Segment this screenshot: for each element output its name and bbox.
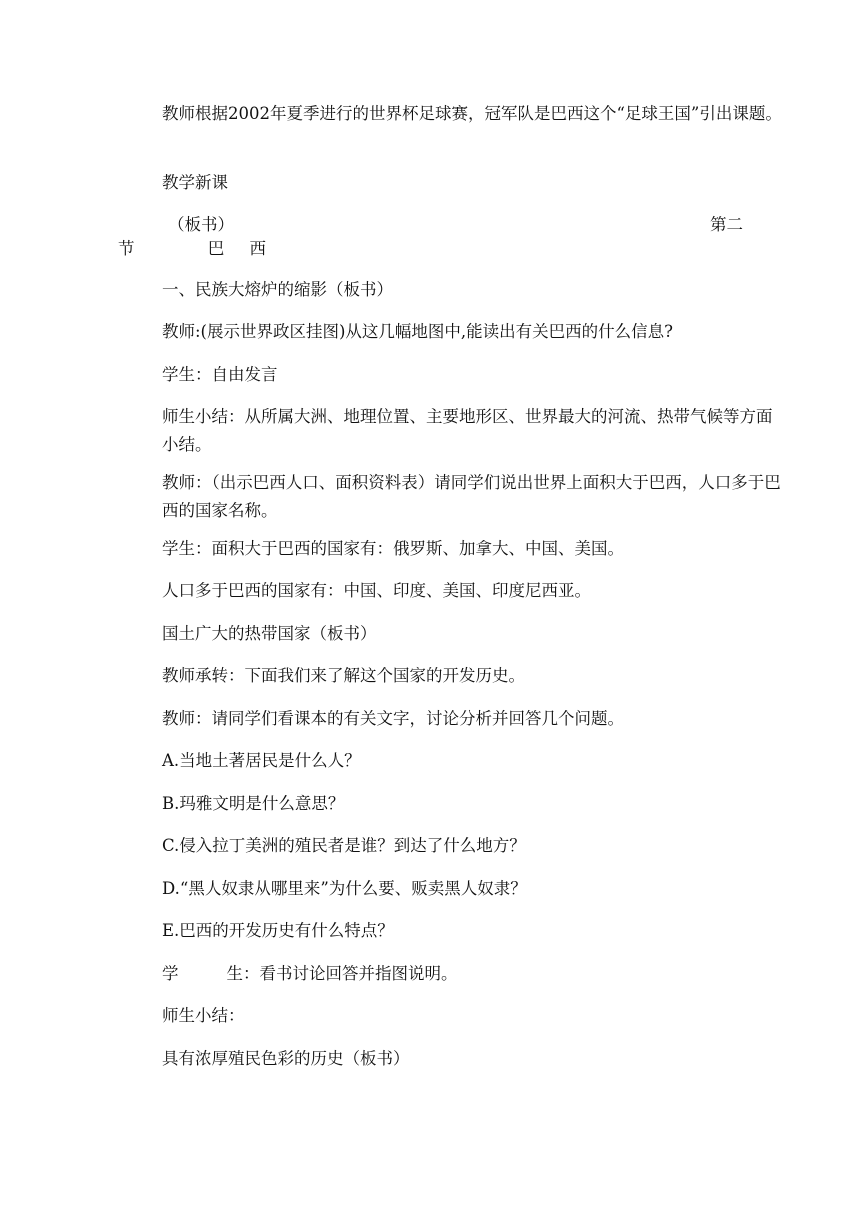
- paragraph-summary-one: 师生小结：从所属大洲、地理位置、主要地形区、世界最大的河流、热带气候等方面小结。: [162, 407, 773, 454]
- paragraph-tropical-country: 国土广大的热带国家（板书）: [162, 624, 377, 643]
- board-note-label: （板书）: [168, 215, 234, 234]
- question-b: B.玛雅文明是什么意思？: [162, 794, 345, 813]
- paragraph-teacher-transition: 教师承转：下面我们来了解这个国家的开发历史。: [162, 666, 525, 685]
- paragraph-summary-two: 师生小结：: [162, 1006, 245, 1025]
- question-d: D.“黑人奴隶从哪里来”为什么要、贩卖黑人奴隶？: [162, 879, 527, 898]
- section-title-char-1: 巴: [207, 239, 225, 258]
- student-label-char: 学: [162, 964, 179, 983]
- paragraph-new-lesson: 教学新课: [162, 173, 228, 192]
- paragraph-section-heading-line2: [118, 235, 740, 263]
- student-discuss-text: 生：看书讨论回答并指图说明。: [226, 964, 458, 983]
- paragraph-student-discuss: [118, 960, 784, 988]
- section-number-text: 第二: [710, 215, 743, 234]
- paragraph-teacher-questions: 教师：请同学们看课本的有关文字，讨论分析并回答几个问题。: [162, 709, 624, 728]
- section-title-char-2: 西: [249, 239, 266, 258]
- paragraph-teacher-table: 教师：（出示巴西人口、面积资料表）请同学们说出世界上面积大于巴西，人口多于巴西的国家名称。: [162, 473, 781, 520]
- question-e: E.巴西的开发历史有什么特点？: [162, 921, 394, 940]
- paragraph-heading-one: 一、民族大熔炉的缩影（板书）: [162, 280, 393, 299]
- question-c: C.侵入拉丁美洲的殖民者是谁？到达了什么地方？: [162, 836, 526, 855]
- paragraph-population: 人口多于巴西的国家有：中国、印度、美国、印度尼西亚。: [162, 581, 591, 600]
- section-suffix-text: 节: [118, 239, 135, 258]
- paragraph-teacher-map: 教师:(展示世界政区挂图)从这几幅地图中,能读出有关巴西的什么信息?: [162, 322, 674, 341]
- paragraph-intro: 教师根据2002年夏季进行的世界杯足球赛，冠军队是巴西这个“足球王国”引出课题。: [162, 104, 782, 123]
- question-a: A.当地土著居民是什么人？: [162, 751, 361, 770]
- paragraph-colonial-history: 具有浓厚殖民色彩的历史（板书）: [162, 1049, 410, 1068]
- paragraph-student-speak: 学生：自由发言: [162, 365, 278, 384]
- paragraph-student-area: 学生：面积大于巴西的国家有：俄罗斯、加拿大、中国、美国。: [162, 539, 624, 558]
